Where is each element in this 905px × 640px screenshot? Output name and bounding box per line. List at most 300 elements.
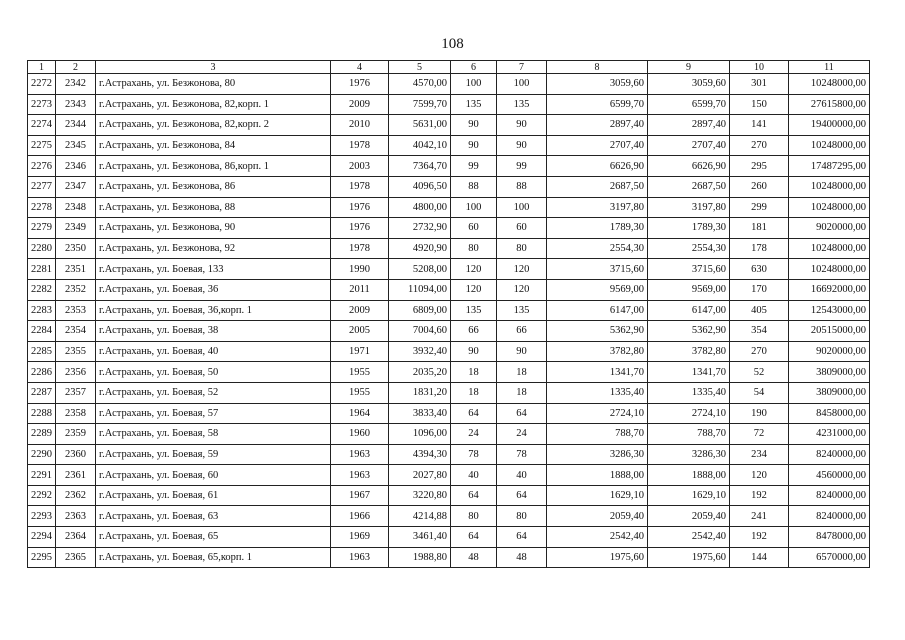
column-header-6: 6	[451, 61, 497, 74]
object-number-cell: 2355	[56, 341, 96, 362]
build-year-cell: 1964	[331, 403, 389, 424]
total-area-cell: 7004,60	[389, 321, 451, 342]
apartments-count-cell: 120	[451, 279, 497, 300]
build-year-cell: 1966	[331, 506, 389, 527]
cost-cell: 9020000,00	[789, 341, 870, 362]
build-year-cell: 2010	[331, 115, 389, 136]
object-number-cell: 2345	[56, 135, 96, 156]
living-area-cell: 1888,00	[547, 465, 648, 486]
address-cell: г.Астрахань, ул. Безжонова, 90	[96, 218, 331, 239]
residential-area-cell: 1789,30	[648, 218, 730, 239]
residents-count-cell: 178	[730, 238, 789, 259]
build-year-cell: 1969	[331, 527, 389, 548]
row-number-cell: 2283	[28, 300, 56, 321]
apartments-count-cell: 90	[451, 341, 497, 362]
object-number-cell: 2360	[56, 444, 96, 465]
row-number-cell: 2282	[28, 279, 56, 300]
table-row	[28, 547, 870, 568]
residential-area-cell: 1629,10	[648, 485, 730, 506]
column-header-4: 4	[331, 61, 389, 74]
living-area-cell: 3286,30	[547, 444, 648, 465]
address-cell: г.Астрахань, ул. Боевая, 36,корп. 1	[96, 300, 331, 321]
living-area-cell: 2897,40	[547, 115, 648, 136]
row-number-cell: 2273	[28, 94, 56, 115]
address-cell: г.Астрахань, ул. Боевая, 61	[96, 485, 331, 506]
cost-cell: 20515000,00	[789, 321, 870, 342]
residential-area-cell: 3782,80	[648, 341, 730, 362]
build-year-cell: 1963	[331, 444, 389, 465]
residents-count-cell: 299	[730, 197, 789, 218]
object-number-cell: 2364	[56, 527, 96, 548]
residential-area-cell: 2059,40	[648, 506, 730, 527]
row-number-cell: 2292	[28, 485, 56, 506]
address-cell: г.Астрахань, ул. Безжонова, 84	[96, 135, 331, 156]
apartments-count-cell: 135	[451, 94, 497, 115]
total-area-cell: 4042,10	[389, 135, 451, 156]
table-row	[28, 300, 870, 321]
apartments-total-cell: 100	[497, 74, 547, 95]
object-number-cell: 2342	[56, 74, 96, 95]
build-year-cell: 1963	[331, 547, 389, 568]
cost-cell: 4560000,00	[789, 465, 870, 486]
apartments-count-cell: 99	[451, 156, 497, 177]
living-area-cell: 3059,60	[547, 74, 648, 95]
table-row	[28, 238, 870, 259]
table-row	[28, 485, 870, 506]
living-area-cell: 2554,30	[547, 238, 648, 259]
living-area-cell: 3782,80	[547, 341, 648, 362]
cost-cell: 8240000,00	[789, 485, 870, 506]
residents-count-cell: 260	[730, 176, 789, 197]
table-row	[28, 382, 870, 403]
object-number-cell: 2362	[56, 485, 96, 506]
residential-area-cell: 5362,90	[648, 321, 730, 342]
residential-area-cell: 2724,10	[648, 403, 730, 424]
living-area-cell: 1789,30	[547, 218, 648, 239]
row-number-cell: 2276	[28, 156, 56, 177]
living-area-cell: 2687,50	[547, 176, 648, 197]
residents-count-cell: 354	[730, 321, 789, 342]
total-area-cell: 2732,90	[389, 218, 451, 239]
residential-area-cell: 788,70	[648, 424, 730, 445]
address-cell: г.Астрахань, ул. Боевая, 65	[96, 527, 331, 548]
apartments-count-cell: 64	[451, 527, 497, 548]
address-cell: г.Астрахань, ул. Боевая, 63	[96, 506, 331, 527]
cost-cell: 3809000,00	[789, 382, 870, 403]
address-cell: г.Астрахань, ул. Безжонова, 82,корп. 2	[96, 115, 331, 136]
total-area-cell: 4920,90	[389, 238, 451, 259]
residents-count-cell: 72	[730, 424, 789, 445]
living-area-cell: 6599,70	[547, 94, 648, 115]
object-number-cell: 2352	[56, 279, 96, 300]
table-row	[28, 115, 870, 136]
living-area-cell: 1975,60	[547, 547, 648, 568]
total-area-cell: 3461,40	[389, 527, 451, 548]
table-row	[28, 424, 870, 445]
total-area-cell: 4800,00	[389, 197, 451, 218]
living-area-cell: 5362,90	[547, 321, 648, 342]
total-area-cell: 1831,20	[389, 382, 451, 403]
object-number-cell: 2348	[56, 197, 96, 218]
apartments-count-cell: 100	[451, 197, 497, 218]
column-header-9: 9	[648, 61, 730, 74]
cost-cell: 27615800,00	[789, 94, 870, 115]
apartments-count-cell: 64	[451, 403, 497, 424]
cost-cell: 17487295,00	[789, 156, 870, 177]
cost-cell: 16692000,00	[789, 279, 870, 300]
build-year-cell: 1978	[331, 135, 389, 156]
apartments-total-cell: 100	[497, 197, 547, 218]
build-year-cell: 1955	[331, 382, 389, 403]
cost-cell: 10248000,00	[789, 197, 870, 218]
cost-cell: 10248000,00	[789, 259, 870, 280]
total-area-cell: 5208,00	[389, 259, 451, 280]
column-header-1: 1	[28, 61, 56, 74]
residential-area-cell: 2707,40	[648, 135, 730, 156]
total-area-cell: 4214,88	[389, 506, 451, 527]
apartments-count-cell: 64	[451, 485, 497, 506]
row-number-cell: 2285	[28, 341, 56, 362]
build-year-cell: 1978	[331, 238, 389, 259]
build-year-cell: 1976	[331, 74, 389, 95]
build-year-cell: 2005	[331, 321, 389, 342]
object-number-cell: 2357	[56, 382, 96, 403]
build-year-cell: 1955	[331, 362, 389, 383]
apartments-total-cell: 80	[497, 506, 547, 527]
living-area-cell: 2542,40	[547, 527, 648, 548]
total-area-cell: 6809,00	[389, 300, 451, 321]
table-row	[28, 444, 870, 465]
residential-area-cell: 3715,60	[648, 259, 730, 280]
cost-cell: 10248000,00	[789, 74, 870, 95]
residents-count-cell: 301	[730, 74, 789, 95]
residents-count-cell: 270	[730, 135, 789, 156]
apartments-total-cell: 64	[497, 527, 547, 548]
residents-count-cell: 192	[730, 527, 789, 548]
object-number-cell: 2347	[56, 176, 96, 197]
row-number-cell: 2272	[28, 74, 56, 95]
column-header-10: 10	[730, 61, 789, 74]
address-cell: г.Астрахань, ул. Боевая, 50	[96, 362, 331, 383]
living-area-cell: 9569,00	[547, 279, 648, 300]
total-area-cell: 3932,40	[389, 341, 451, 362]
apartments-total-cell: 80	[497, 238, 547, 259]
object-number-cell: 2350	[56, 238, 96, 259]
residents-count-cell: 170	[730, 279, 789, 300]
residents-count-cell: 241	[730, 506, 789, 527]
apartments-count-cell: 40	[451, 465, 497, 486]
total-area-cell: 4096,50	[389, 176, 451, 197]
cost-cell: 12543000,00	[789, 300, 870, 321]
cost-cell: 10248000,00	[789, 238, 870, 259]
apartments-count-cell: 60	[451, 218, 497, 239]
residential-area-cell: 6599,70	[648, 94, 730, 115]
residents-count-cell: 144	[730, 547, 789, 568]
apartments-count-cell: 66	[451, 321, 497, 342]
row-number-cell: 2295	[28, 547, 56, 568]
address-cell: г.Астрахань, ул. Безжонова, 92	[96, 238, 331, 259]
residential-area-cell: 1335,40	[648, 382, 730, 403]
table-row	[28, 94, 870, 115]
residents-count-cell: 54	[730, 382, 789, 403]
table-row	[28, 362, 870, 383]
build-year-cell: 2011	[331, 279, 389, 300]
apartments-total-cell: 90	[497, 135, 547, 156]
residents-count-cell: 234	[730, 444, 789, 465]
address-cell: г.Астрахань, ул. Безжонова, 86,корп. 1	[96, 156, 331, 177]
residential-area-cell: 9569,00	[648, 279, 730, 300]
build-year-cell: 1976	[331, 218, 389, 239]
residents-count-cell: 181	[730, 218, 789, 239]
table-row	[28, 506, 870, 527]
cost-cell: 8458000,00	[789, 403, 870, 424]
living-area-cell: 3715,60	[547, 259, 648, 280]
total-area-cell: 4394,30	[389, 444, 451, 465]
address-cell: г.Астрахань, ул. Боевая, 58	[96, 424, 331, 445]
row-number-cell: 2275	[28, 135, 56, 156]
total-area-cell: 3220,80	[389, 485, 451, 506]
table-row	[28, 527, 870, 548]
table-row	[28, 74, 870, 95]
object-number-cell: 2365	[56, 547, 96, 568]
row-number-cell: 2274	[28, 115, 56, 136]
row-number-cell: 2277	[28, 176, 56, 197]
apartments-count-cell: 88	[451, 176, 497, 197]
object-number-cell: 2344	[56, 115, 96, 136]
residents-count-cell: 190	[730, 403, 789, 424]
build-year-cell: 1978	[331, 176, 389, 197]
column-header-5: 5	[389, 61, 451, 74]
object-number-cell: 2358	[56, 403, 96, 424]
build-year-cell: 1967	[331, 485, 389, 506]
cost-cell: 10248000,00	[789, 176, 870, 197]
apartments-total-cell: 120	[497, 259, 547, 280]
table-header	[28, 61, 870, 74]
apartments-count-cell: 90	[451, 115, 497, 136]
build-year-cell: 1963	[331, 465, 389, 486]
object-number-cell: 2346	[56, 156, 96, 177]
address-cell: г.Астрахань, ул. Боевая, 57	[96, 403, 331, 424]
residents-count-cell: 141	[730, 115, 789, 136]
apartments-total-cell: 60	[497, 218, 547, 239]
total-area-cell: 5631,00	[389, 115, 451, 136]
residents-count-cell: 52	[730, 362, 789, 383]
address-cell: г.Астрахань, ул. Боевая, 65,корп. 1	[96, 547, 331, 568]
column-header-8: 8	[547, 61, 648, 74]
address-cell: г.Астрахань, ул. Боевая, 40	[96, 341, 331, 362]
column-header-11: 11	[789, 61, 870, 74]
apartments-count-cell: 135	[451, 300, 497, 321]
apartments-count-cell: 48	[451, 547, 497, 568]
residents-count-cell: 630	[730, 259, 789, 280]
living-area-cell: 1341,70	[547, 362, 648, 383]
total-area-cell: 7364,70	[389, 156, 451, 177]
apartments-total-cell: 99	[497, 156, 547, 177]
apartments-total-cell: 135	[497, 94, 547, 115]
table-row	[28, 465, 870, 486]
address-cell: г.Астрахань, ул. Безжонова, 82,корп. 1	[96, 94, 331, 115]
table-row	[28, 259, 870, 280]
apartments-count-cell: 90	[451, 135, 497, 156]
address-cell: г.Астрахань, ул. Безжонова, 86	[96, 176, 331, 197]
cost-cell: 6570000,00	[789, 547, 870, 568]
row-number-cell: 2291	[28, 465, 56, 486]
table-row	[28, 156, 870, 177]
cost-cell: 9020000,00	[789, 218, 870, 239]
living-area-cell: 2059,40	[547, 506, 648, 527]
cost-cell: 8478000,00	[789, 527, 870, 548]
apartments-count-cell: 80	[451, 238, 497, 259]
residents-count-cell: 405	[730, 300, 789, 321]
object-number-cell: 2349	[56, 218, 96, 239]
total-area-cell: 7599,70	[389, 94, 451, 115]
address-cell: г.Астрахань, ул. Боевая, 52	[96, 382, 331, 403]
residential-area-cell: 1975,60	[648, 547, 730, 568]
row-number-cell: 2288	[28, 403, 56, 424]
total-area-cell: 4570,00	[389, 74, 451, 95]
apartments-count-cell: 100	[451, 74, 497, 95]
build-year-cell: 1990	[331, 259, 389, 280]
residential-area-cell: 2687,50	[648, 176, 730, 197]
total-area-cell: 1988,80	[389, 547, 451, 568]
column-header-2: 2	[56, 61, 96, 74]
page-number: 108	[441, 36, 464, 52]
address-cell: г.Астрахань, ул. Безжонова, 88	[96, 197, 331, 218]
apartments-total-cell: 40	[497, 465, 547, 486]
cost-cell: 3809000,00	[789, 362, 870, 383]
residents-count-cell: 150	[730, 94, 789, 115]
apartments-total-cell: 18	[497, 362, 547, 383]
living-area-cell: 1335,40	[547, 382, 648, 403]
total-area-cell: 11094,00	[389, 279, 451, 300]
residential-area-cell: 1888,00	[648, 465, 730, 486]
living-area-cell: 2707,40	[547, 135, 648, 156]
cost-cell: 19400000,00	[789, 115, 870, 136]
residents-count-cell: 295	[730, 156, 789, 177]
table-row	[28, 279, 870, 300]
object-number-cell: 2356	[56, 362, 96, 383]
residential-area-cell: 2897,40	[648, 115, 730, 136]
apartments-total-cell: 88	[497, 176, 547, 197]
object-number-cell: 2359	[56, 424, 96, 445]
address-cell: г.Астрахань, ул. Боевая, 133	[96, 259, 331, 280]
row-number-cell: 2294	[28, 527, 56, 548]
residents-count-cell: 270	[730, 341, 789, 362]
build-year-cell: 2003	[331, 156, 389, 177]
row-number-cell: 2280	[28, 238, 56, 259]
object-number-cell: 2361	[56, 465, 96, 486]
residents-count-cell: 120	[730, 465, 789, 486]
living-area-cell: 1629,10	[547, 485, 648, 506]
address-cell: г.Астрахань, ул. Боевая, 38	[96, 321, 331, 342]
apartments-total-cell: 18	[497, 382, 547, 403]
residential-area-cell: 3197,80	[648, 197, 730, 218]
apartments-total-cell: 64	[497, 485, 547, 506]
residential-area-cell: 1341,70	[648, 362, 730, 383]
address-cell: г.Астрахань, ул. Боевая, 59	[96, 444, 331, 465]
table-body	[28, 74, 870, 568]
apartments-total-cell: 64	[497, 403, 547, 424]
residential-area-cell: 3286,30	[648, 444, 730, 465]
object-number-cell: 2363	[56, 506, 96, 527]
object-number-cell: 2353	[56, 300, 96, 321]
residential-area-cell: 2542,40	[648, 527, 730, 548]
row-number-cell: 2281	[28, 259, 56, 280]
table-row	[28, 341, 870, 362]
residential-area-cell: 6626,90	[648, 156, 730, 177]
total-area-cell: 2035,20	[389, 362, 451, 383]
total-area-cell: 1096,00	[389, 424, 451, 445]
apartments-count-cell: 80	[451, 506, 497, 527]
apartments-count-cell: 18	[451, 382, 497, 403]
row-number-cell: 2289	[28, 424, 56, 445]
table-row	[28, 403, 870, 424]
build-year-cell: 2009	[331, 300, 389, 321]
address-cell: г.Астрахань, ул. Боевая, 60	[96, 465, 331, 486]
row-number-cell: 2287	[28, 382, 56, 403]
column-header-3: 3	[96, 61, 331, 74]
apartments-total-cell: 120	[497, 279, 547, 300]
address-cell: г.Астрахань, ул. Боевая, 36	[96, 279, 331, 300]
apartments-count-cell: 24	[451, 424, 497, 445]
apartments-total-cell: 78	[497, 444, 547, 465]
apartments-total-cell: 48	[497, 547, 547, 568]
living-area-cell: 6147,00	[547, 300, 648, 321]
column-header-7: 7	[497, 61, 547, 74]
apartments-total-cell: 90	[497, 341, 547, 362]
build-year-cell: 1960	[331, 424, 389, 445]
living-area-cell: 2724,10	[547, 403, 648, 424]
apartments-count-cell: 120	[451, 259, 497, 280]
residential-area-cell: 3059,60	[648, 74, 730, 95]
object-number-cell: 2354	[56, 321, 96, 342]
table-row	[28, 321, 870, 342]
table-row	[28, 197, 870, 218]
total-area-cell: 3833,40	[389, 403, 451, 424]
build-year-cell: 1971	[331, 341, 389, 362]
residential-area-cell: 6147,00	[648, 300, 730, 321]
residents-count-cell: 192	[730, 485, 789, 506]
column-number-row	[28, 61, 870, 74]
apartments-total-cell: 135	[497, 300, 547, 321]
object-number-cell: 2351	[56, 259, 96, 280]
cost-cell: 10248000,00	[789, 135, 870, 156]
address-cell: г.Астрахань, ул. Безжонова, 80	[96, 74, 331, 95]
row-number-cell: 2278	[28, 197, 56, 218]
row-number-cell: 2286	[28, 362, 56, 383]
living-area-cell: 6626,90	[547, 156, 648, 177]
living-area-cell: 3197,80	[547, 197, 648, 218]
cost-cell: 4231000,00	[789, 424, 870, 445]
total-area-cell: 2027,80	[389, 465, 451, 486]
row-number-cell: 2279	[28, 218, 56, 239]
apartments-total-cell: 66	[497, 321, 547, 342]
table-row	[28, 135, 870, 156]
apartments-total-cell: 24	[497, 424, 547, 445]
table-row	[28, 218, 870, 239]
row-number-cell: 2290	[28, 444, 56, 465]
apartments-count-cell: 18	[451, 362, 497, 383]
row-number-cell: 2293	[28, 506, 56, 527]
living-area-cell: 788,70	[547, 424, 648, 445]
cost-cell: 8240000,00	[789, 506, 870, 527]
build-year-cell: 2009	[331, 94, 389, 115]
object-number-cell: 2343	[56, 94, 96, 115]
housing-registry-table	[27, 60, 870, 568]
row-number-cell: 2284	[28, 321, 56, 342]
cost-cell: 8240000,00	[789, 444, 870, 465]
table-row	[28, 176, 870, 197]
